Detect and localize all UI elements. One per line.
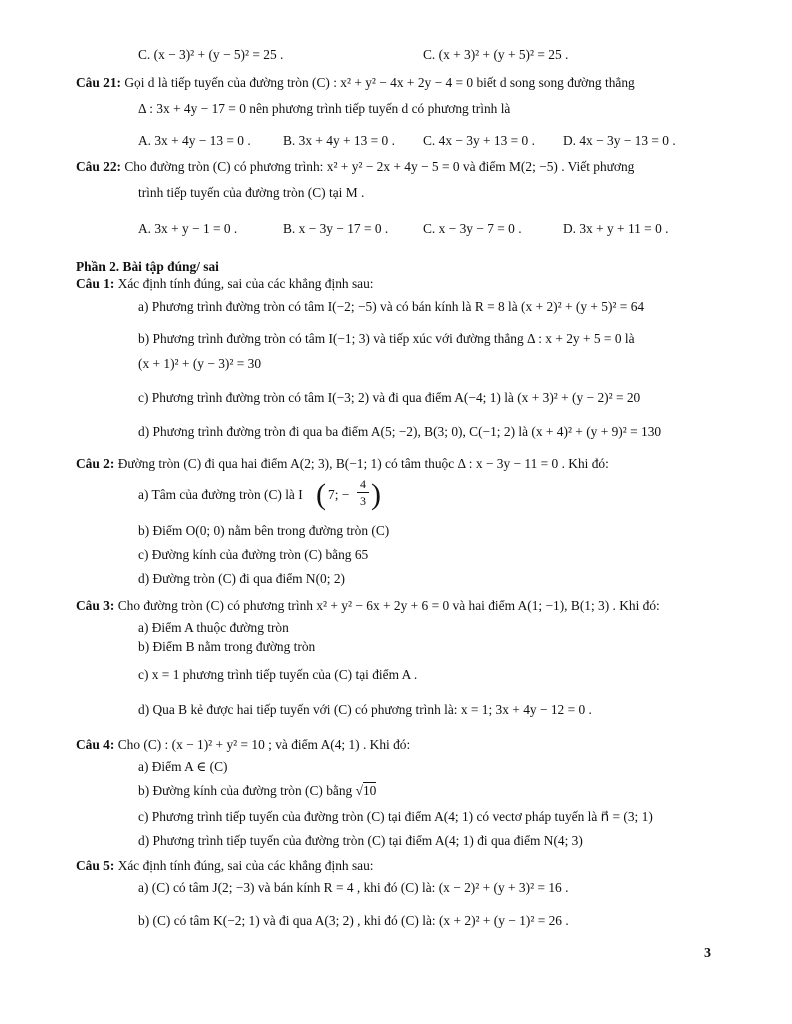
question-21-option-c: C. 4x − 3y + 13 = 0 . xyxy=(423,133,535,148)
tf-question-4-b-text: b) Đường kính của đường tròn (C) bằng xyxy=(138,783,356,798)
fraction-denominator: 3 xyxy=(360,494,366,508)
tf-question-2-text: Đường tròn (C) đi qua hai điểm A(2; 3), B(−1; 1) có tâm thuộc Δ : x − 3y − 11 = 0 . Khi đó: xyxy=(117,456,609,471)
question-22-line-1 xyxy=(76,158,634,175)
tf-question-1-b-line-2: (x + 1)² + (y − 3)² = 30 xyxy=(138,356,262,371)
tf-question-2-label: Câu 2: xyxy=(76,456,115,471)
question-22-option-d: D. 3x + y + 11 = 0 . xyxy=(563,221,669,236)
tf-question-1-c: c) Phương trình đường tròn có tâm I(−3; 2) và đi qua điểm A(−4; 1) là (x + 3)² + (y − 2)² = 20 xyxy=(138,390,641,405)
square-root-sign: √ xyxy=(355,783,363,798)
tf-question-2-c: c) Đường kính của đường tròn (C) bằng 65 xyxy=(138,547,369,562)
tf-question-1-a: a) Phương trình đường tròn có tâm I(−2; −5) và có bán kính là R = 8 là (x + 2)² + (y + 5)² = 64 xyxy=(138,299,645,314)
question-21-option-d: D. 4x − 3y − 13 = 0 . xyxy=(563,133,676,148)
tf-question-3-line xyxy=(76,597,660,614)
tf-question-4-c: c) Phương trình tiếp tuyến của đường tròn (C) tại điểm A(4; 1) có vectơ pháp tuyến là n⃗ = (3; 1) xyxy=(138,809,653,824)
fraction-numerator: 4 xyxy=(360,477,366,491)
tf-question-5-a: a) (C) có tâm J(2; −3) và bán kính R = 4 , khi đó (C) là: (x − 2)² + (y + 3)² = 16 . xyxy=(138,880,569,895)
tf-question-3-d: d) Qua B kẻ được hai tiếp tuyến với (C) có phương trình là: x = 1; 3x + 4y − 12 = 0 . xyxy=(138,702,592,717)
question-22-option-c: C. x − 3y − 7 = 0 . xyxy=(423,221,522,236)
fraction-bar xyxy=(357,492,369,493)
tf-question-4-b xyxy=(138,782,376,799)
tf-question-2-b: b) Điểm O(0; 0) nằm bên trong đường tròn (C) xyxy=(138,523,390,538)
question-21-line-1 xyxy=(76,74,635,91)
page-number: 3 xyxy=(704,946,711,961)
question-22-text-1: Cho đường tròn (C) có phương trình: x² + y² − 2x + 4y − 5 = 0 và điểm M(2; −5) . Viết phương xyxy=(124,159,635,174)
question-22-options xyxy=(0,220,792,237)
tf-question-1-b-line-1: b) Phương trình đường tròn có tâm I(−1; 3) và tiếp xúc với đường thẳng Δ : x + 2y + 5 = 0 là xyxy=(138,331,635,346)
tf-question-3-text: Cho đường tròn (C) có phương trình x² + y² − 6x + 2y + 6 = 0 và hai điểm A(1; −1), B(1; 3) . Khi đó: xyxy=(117,598,660,613)
question-22-text-2: trình tiếp tuyến của đường tròn (C) tại M . xyxy=(138,185,365,200)
tf-question-5-line xyxy=(76,857,374,874)
tf-question-4-text: Cho (C) : (x − 1)² + y² = 10 ; và điểm A(4; 1) . Khi đó: xyxy=(117,737,411,752)
tf-question-2-a-text: a) Tâm của đường tròn (C) là I xyxy=(138,487,303,502)
tf-question-4-d: d) Phương trình tiếp tuyến của đường tròn (C) tại điểm A(4; 1) đi qua điểm N(4; 3) xyxy=(138,833,583,848)
tf-question-2-d: d) Đường tròn (C) đi qua điểm N(0; 2) xyxy=(138,571,345,586)
tf-question-1-line xyxy=(76,275,374,292)
question-22-label: Câu 22: xyxy=(76,159,122,174)
question-21-options xyxy=(0,132,792,149)
tf-question-4-a: a) Điểm A ∈ (C) xyxy=(138,759,228,774)
tf-question-5-text: Xác định tính đúng, sai của các khẳng định sau: xyxy=(117,858,374,873)
tf-question-1-text: Xác định tính đúng, sai của các khẳng định sau: xyxy=(117,276,374,291)
square-root-value: 10 xyxy=(362,783,377,798)
tf-question-5-label: Câu 5: xyxy=(76,858,115,873)
fraction-open-paren: ( xyxy=(316,478,326,511)
fraction-close-paren: ) xyxy=(371,478,381,511)
tf-question-4-line xyxy=(76,736,410,753)
tf-question-2-line xyxy=(76,455,609,472)
question-21-label: Câu 21: xyxy=(76,75,122,90)
fraction-prefix: 7; − xyxy=(328,487,350,502)
question-22-option-a: A. 3x + y − 1 = 0 . xyxy=(138,221,238,236)
option-c-left: C. (x − 3)² + (y − 5)² = 25 . xyxy=(138,47,284,62)
tf-question-3-c: c) x = 1 phương trình tiếp tuyến của (C) tại điểm A . xyxy=(138,667,418,682)
tf-question-1-label: Câu 1: xyxy=(76,276,115,291)
question-21-option-a: A. 3x + 4y − 13 = 0 . xyxy=(138,133,251,148)
tf-question-3-b: b) Điểm B nằm trong đường tròn xyxy=(138,639,316,654)
tf-question-4-label: Câu 4: xyxy=(76,737,115,752)
question-21-option-b: B. 3x + 4y + 13 = 0 . xyxy=(283,133,395,148)
tf-question-3-a: a) Điểm A thuộc đường tròn xyxy=(138,620,289,635)
tf-question-3-label: Câu 3: xyxy=(76,598,115,613)
question-21-text-1: Gọi d là tiếp tuyến của đường tròn (C) : x² + y² − 4x + 2y − 4 = 0 biết d song song đường thẳng xyxy=(124,75,635,90)
tf-question-1-d: d) Phương trình đường tròn đi qua ba điểm A(5; −2), B(3; 0), C(−1; 2) là (x + 4)² + (y + 9)² = 130 xyxy=(138,424,662,439)
option-c-right: C. (x + 3)² + (y + 5)² = 25 . xyxy=(423,47,569,62)
part-2-title: Phần 2. Bài tập đúng/ sai xyxy=(76,259,219,274)
question-21-text-2: Δ : 3x + 4y − 17 = 0 nên phương trình tiếp tuyến d có phương trình là xyxy=(138,101,511,116)
tf-question-5-b: b) (C) có tâm K(−2; 1) và đi qua A(3; 2) , khi đó (C) là: (x + 2)² + (y − 1)² = 26 . xyxy=(138,913,569,928)
question-22-option-b: B. x − 3y − 17 = 0 . xyxy=(283,221,389,236)
